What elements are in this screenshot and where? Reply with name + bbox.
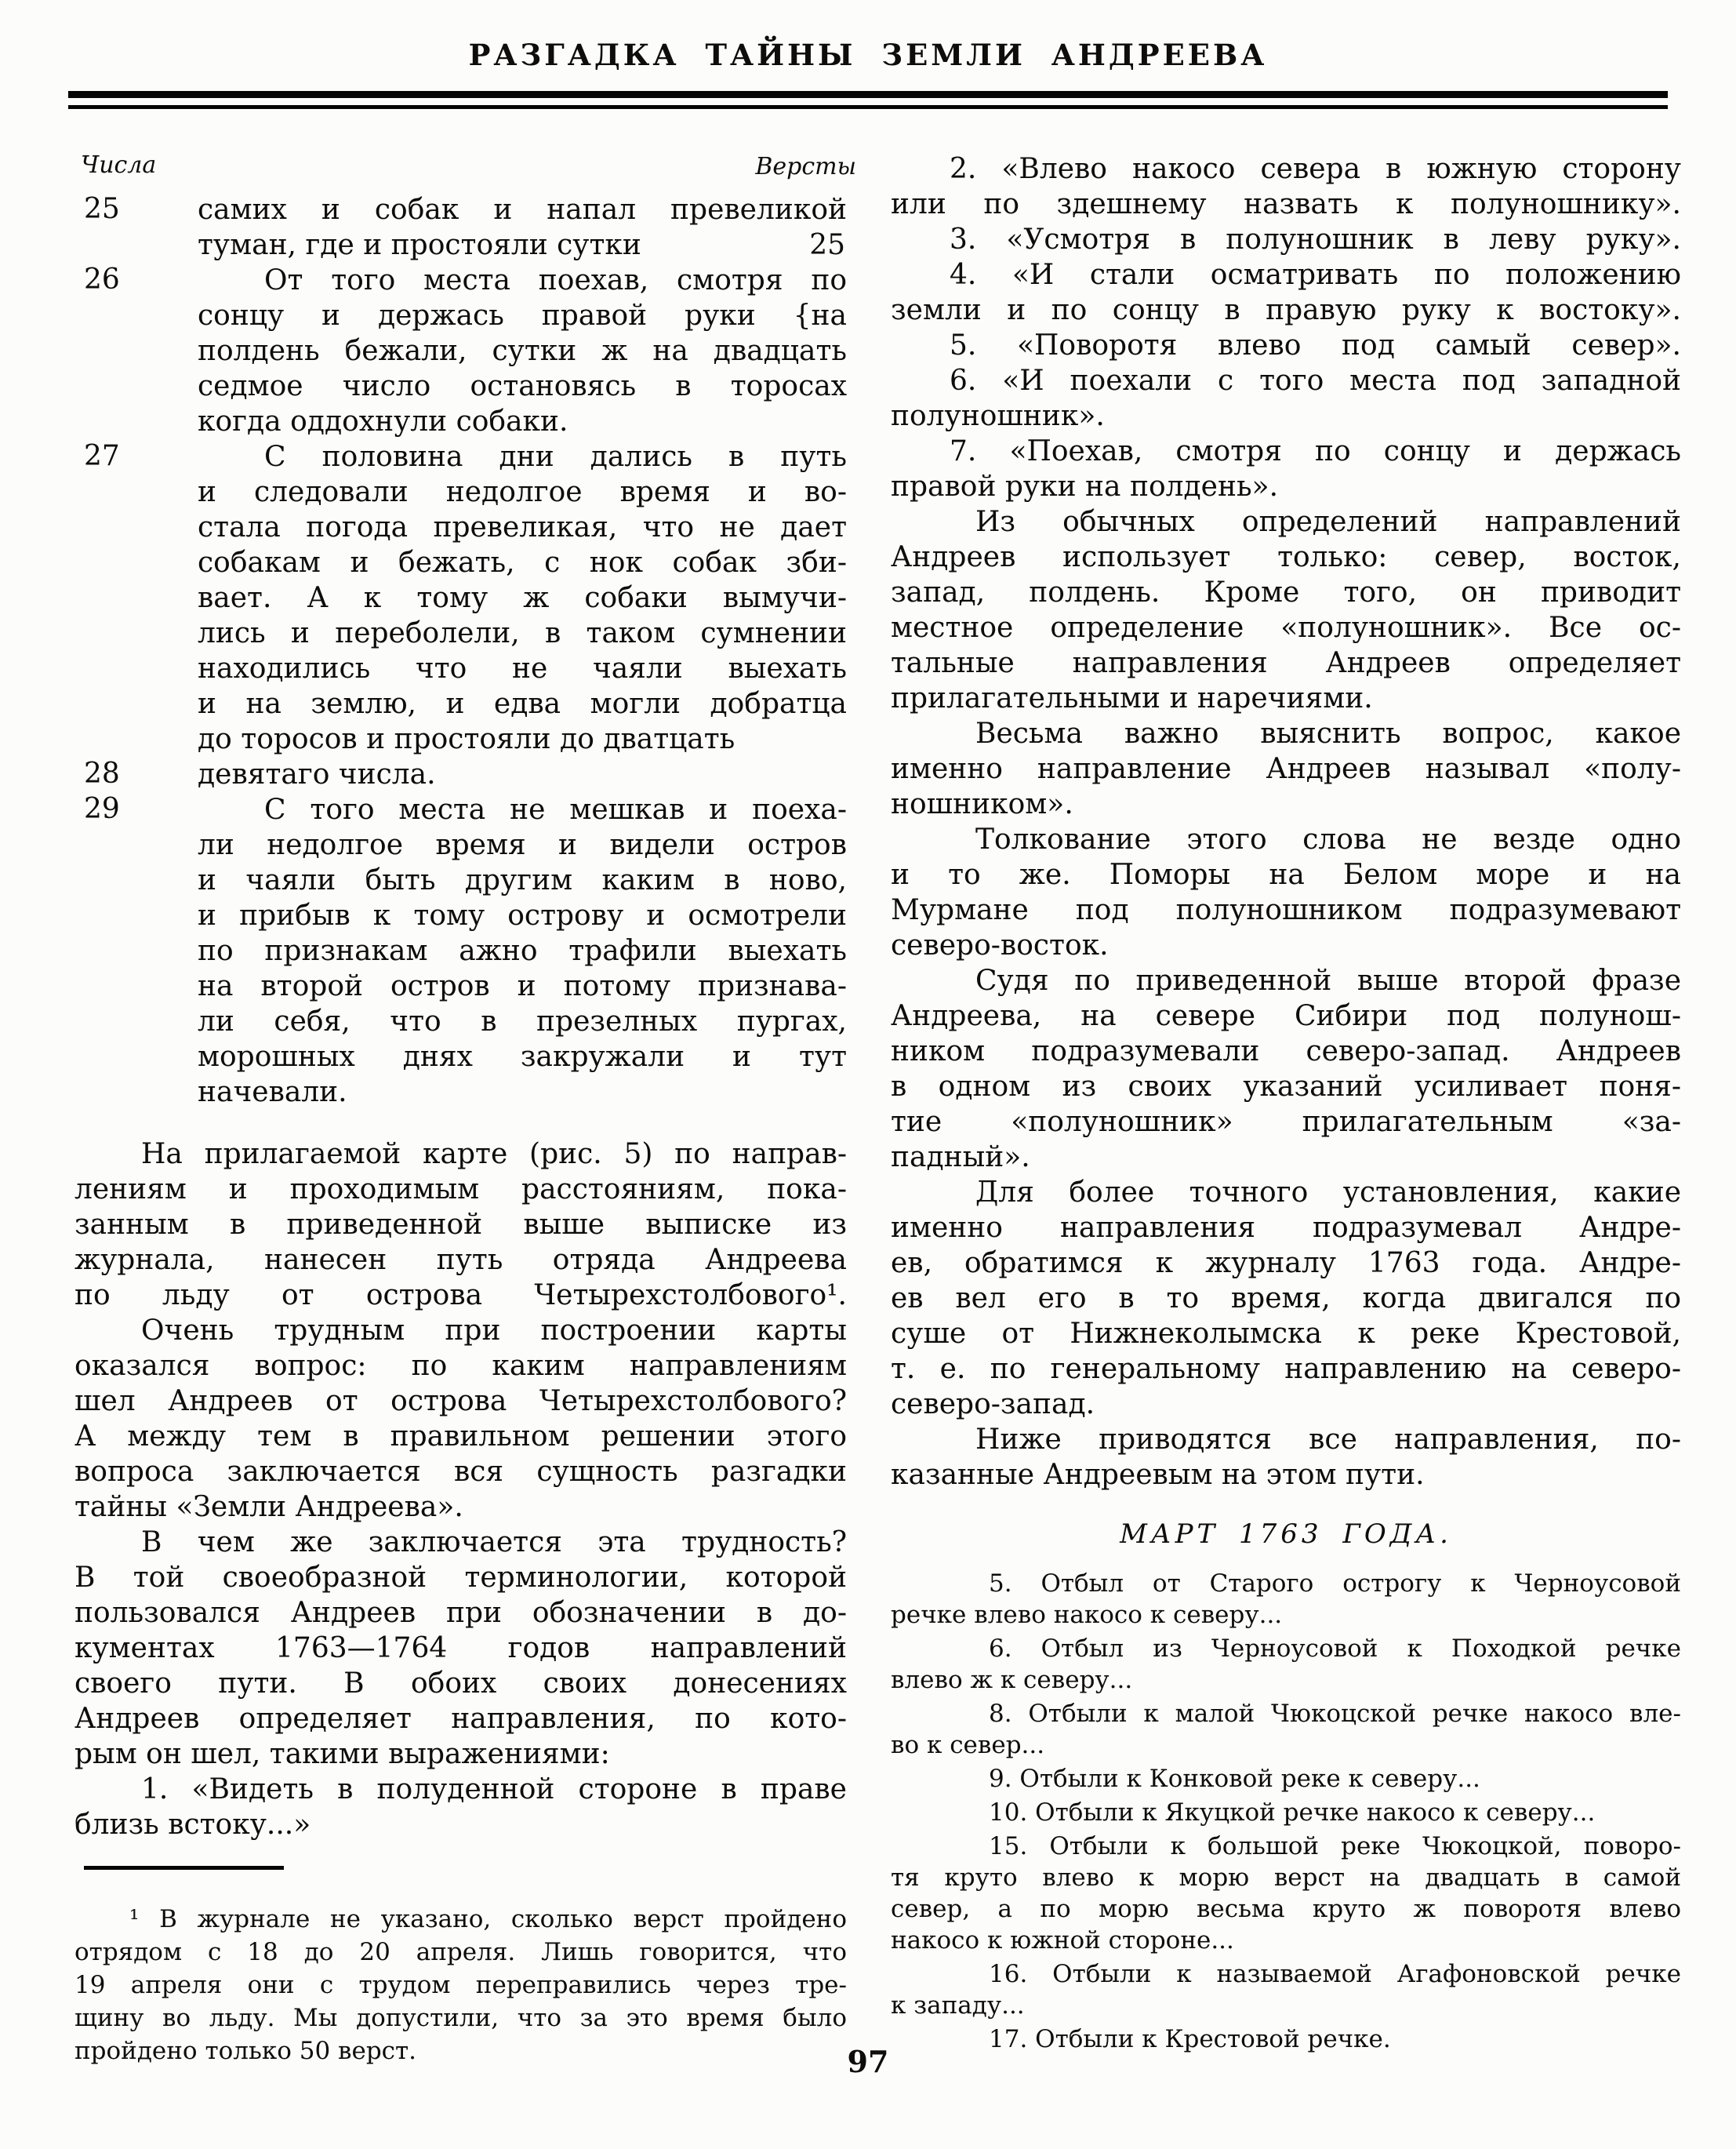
text-line: ев, обратимся к журналу 1763 года. Андре-	[891, 1247, 1681, 1279]
text-line: Судя по приведенной выше второй фразе	[975, 965, 1681, 997]
text-line: туман, где и простояли сутки	[198, 229, 641, 261]
running-title: РАЗГАДКА ТАЙНЫ ЗЕМЛИ АНДРЕЕВА	[468, 38, 1268, 72]
text-line: речке влево накосо к северу...	[891, 1601, 1283, 1629]
text-line: отрядом с 18 до 20 апреля. Лишь говорится, что	[74, 1938, 847, 1966]
entry-date: 25	[84, 193, 120, 225]
versts-value: 25	[809, 229, 845, 261]
text-line: сонцу и держась правой руки {на	[198, 300, 847, 332]
text-line: во к север...	[891, 1731, 1045, 1759]
text-line: От того места поехав, смотря по	[264, 264, 847, 296]
entry-date: 27	[84, 440, 120, 472]
text-line: и то же. Поморы на Белом море и на	[891, 859, 1681, 891]
text-line: С того места не мешкав и поеха-	[264, 794, 847, 826]
text-line: 6. «И поехали с того места под западной	[950, 365, 1681, 397]
text-line: Весьма важно выяснить вопрос, какое	[975, 718, 1681, 750]
text-line: стала погода превеликая, что не дает	[198, 511, 847, 544]
entry-lines	[198, 439, 847, 757]
text-line: лениям и проходимым расстояниям, пока-	[74, 1173, 847, 1205]
body-paragraph	[74, 1136, 847, 1313]
body-paragraph	[891, 963, 1681, 1175]
entry-lines	[198, 263, 847, 439]
text-line: ношником».	[891, 788, 1073, 820]
text-line: Андреева, на севере Сибири под полунош-	[891, 1000, 1681, 1032]
text-line: Андреев использует только: север, восток,	[891, 541, 1681, 573]
march-item-17	[891, 2024, 1681, 2055]
text-line: правой руки на полдень».	[891, 471, 1279, 503]
text-line: 10. Отбыли к Якуцкой речке накосо к северу...	[989, 1798, 1596, 1827]
text-line: ев вел его в то время, когда двигался по	[891, 1282, 1681, 1314]
text-line: шел Андреев от острова Четырехстолбового?	[74, 1385, 847, 1417]
entry-date: 29	[84, 793, 120, 825]
text-line: в одном из своих указаний усиливает поня-	[891, 1071, 1681, 1103]
body-paragraph	[891, 716, 1681, 822]
text-line: оказался вопрос: по каким направлениям	[74, 1350, 847, 1382]
journal-entry-27	[74, 439, 847, 757]
text-line: своего пути. В обоих своих донесениях	[74, 1667, 847, 1700]
text-line: 19 апреля они с трудом переправились через тре-	[74, 1971, 847, 1999]
text-line: занным в приведенной выше выписке из	[74, 1209, 847, 1241]
col-header-dates: Числа	[81, 151, 157, 179]
entry-lines	[198, 192, 847, 263]
col-header-versts: Версты	[755, 153, 856, 180]
text-line: земли и по сонцу в правую руку к востоку».	[891, 294, 1681, 326]
text-line: и следовали недолгое время и во-	[198, 476, 847, 508]
text-line: запад, полдень. Кроме того, он приводит	[891, 576, 1681, 609]
text-line: полдень бежали, сутки ж на двадцать	[198, 335, 847, 367]
text-line: тальные направления Андреев определяет	[891, 647, 1681, 679]
text-line: 5. «Поворотя влево под самый север».	[950, 329, 1681, 362]
text-line: Для более точного установления, какие	[975, 1176, 1681, 1209]
text-line: 1. «Видеть в полуденной стороне в праве	[141, 1773, 847, 1805]
text-line: седмое число остановясь в торосах	[198, 370, 847, 402]
text-line: по признакам ажно трафили выехать	[198, 935, 847, 967]
text-line: когда оддохнули собаки.	[198, 405, 568, 438]
body-paragraph	[891, 1422, 1681, 1493]
text-line: 6. Отбыл из Черноусовой к Походкой речке	[989, 1634, 1681, 1663]
text-line: 3. «Усмотря в полуношник в леву руку».	[950, 224, 1681, 256]
text-line: На прилагаемой карте (рис. 5) по направ-	[141, 1138, 847, 1170]
body-paragraph	[891, 1175, 1681, 1422]
march-section-heading: МАРТ 1763 ГОДА.	[1120, 1518, 1452, 1550]
text-line: вает. А к тому ж собаки вымучи-	[198, 582, 847, 614]
journal-entry-25	[74, 192, 847, 263]
text-line: Толкование этого слова не везде одно	[975, 824, 1681, 856]
text-line: девятаго числа.	[198, 758, 436, 791]
header-rule-thin	[68, 105, 1668, 109]
entry-date: 28	[84, 758, 120, 790]
text-line: тайны «Земли Андреева».	[74, 1491, 463, 1523]
body-paragraph	[891, 504, 1681, 716]
body-paragraph	[74, 1313, 847, 1525]
march-item-15	[891, 1831, 1681, 1956]
text-line: северо-запад.	[891, 1388, 1095, 1420]
left-column	[74, 151, 856, 2067]
footnote-text	[74, 1903, 847, 2067]
text-line: накосо к южной стороне...	[891, 1926, 1234, 1954]
text-line: 8. Отбыли к малой Чюкоцской речке накосо вле-	[989, 1700, 1681, 1728]
text-line: самих и собак и напал превеликой	[198, 194, 847, 226]
footnote-separator	[84, 1866, 284, 1870]
text-line: и чаяли быть другим каким в ново,	[198, 864, 847, 896]
footnote	[74, 1866, 847, 2067]
text-line: местное определение «полуношник». Все ос-	[891, 612, 1681, 644]
text-line: 2. «Влево накосо севера в южную сторону	[950, 153, 1681, 185]
quote-paragraph-5	[891, 328, 1681, 363]
text-line: ли недолгое время и видели остров	[198, 829, 847, 861]
text-line: пользовался Андреев при обозначении в до-	[74, 1597, 847, 1629]
text-line: северо-восток.	[891, 929, 1109, 962]
body-paragraph	[74, 1525, 847, 1772]
text-line: 16. Отбыли к называемой Агафоновской речке	[989, 1960, 1681, 1988]
text-line: к западу...	[891, 1991, 1025, 2020]
text-line: В чем же заключается эта трудность?	[141, 1526, 847, 1558]
text-line: находились что не чаяли выехать	[198, 653, 847, 685]
text-line: суше от Нижнеколымска к реке Крестовой,	[891, 1318, 1681, 1350]
text-line: влево ж к северу...	[891, 1666, 1133, 1694]
text-line: С половина дни дались в путь	[264, 441, 847, 473]
journal-entry-28	[74, 757, 847, 792]
text-line: север, а по морю весьма круто ж поворотя влево	[891, 1895, 1681, 1923]
text-line: прилагательными и наречиями.	[891, 682, 1373, 715]
entry-lines	[198, 757, 847, 792]
text-line: казанные Андреевым на этом пути.	[891, 1459, 1425, 1491]
text-line: щину во льду. Мы допустили, что за это время было	[74, 2004, 847, 2032]
text-line: В той своеобразной терминологии, которой	[74, 1562, 847, 1594]
header-rule-thick	[68, 91, 1668, 98]
quote-paragraph-6	[891, 363, 1681, 434]
text-line: до торосов и простояли до дватцать	[198, 723, 735, 755]
text-line: т. е. по генеральному направлению на северо-	[891, 1353, 1681, 1385]
text-line: по льду от острова Четырехстолбового¹.	[74, 1279, 847, 1311]
journal-table-header	[74, 151, 856, 192]
text-line: и прибыв к тому острову и осмотрели	[198, 900, 847, 932]
march-item-10	[891, 1797, 1681, 1828]
quote-paragraph-4	[891, 257, 1681, 328]
left-body-text	[74, 1136, 847, 1842]
text-line: 15. Отбыли к большой реке Чюкоцкой, поворо-	[989, 1832, 1681, 1860]
text-line: тя круто влево к морю верст на двадцать в самой	[891, 1864, 1681, 1892]
entry-lines	[198, 792, 847, 1110]
text-line: и на землю, и едва могли добратца	[198, 688, 847, 720]
text-line: рым он шел, такими выражениями:	[74, 1738, 610, 1770]
text-line: А между тем в правильном решении этого	[74, 1420, 847, 1453]
text-line: вопроса заключается вся сущность разгадки	[74, 1456, 847, 1488]
march-item-8	[891, 1698, 1681, 1761]
text-line: полуношник».	[891, 400, 1105, 432]
quote-paragraph-1	[74, 1772, 847, 1842]
page-number: 97	[847, 2044, 889, 2079]
text-line: Андреев определяет направления, по кото-	[74, 1703, 847, 1735]
text-line: Из обычных определений направлений	[975, 506, 1681, 538]
columns	[74, 151, 1736, 2067]
text-line: близь встоку...»	[74, 1809, 311, 1841]
text-line: 4. «И стали осматривать по положению	[950, 259, 1681, 291]
entry-date: 26	[84, 264, 120, 296]
quote-paragraph-2	[891, 151, 1681, 222]
text-line: именно направления подразумевал Андре-	[891, 1212, 1681, 1244]
text-line: Мурмане под полуношником подразумевают	[891, 894, 1681, 926]
text-line: 7. «Поехав, смотря по сонцу и держась	[950, 435, 1681, 467]
march-item-9	[891, 1763, 1681, 1794]
journal-entry-26	[74, 263, 847, 439]
text-line: начевали.	[198, 1076, 347, 1108]
body-paragraph	[891, 822, 1681, 963]
text-line: ником подразумевали северо-запад. Андреев	[891, 1035, 1681, 1067]
text-line: ли себя, что в презелных пургах,	[198, 1005, 847, 1038]
text-line: на второй остров и потому признава-	[198, 970, 847, 1002]
right-column	[891, 151, 1681, 2057]
text-line: 17. Отбыли к Крестовой речке.	[989, 2025, 1391, 2053]
text-line: собакам и бежать, с нок собак зби-	[198, 547, 847, 579]
text-line: Очень трудным при построении карты	[141, 1314, 847, 1347]
text-line: падный».	[891, 1141, 1030, 1173]
quote-paragraph-3	[891, 222, 1681, 257]
text-line: пройдено только 50 верст.	[74, 2037, 417, 2065]
text-line: тие «полуношник» прилагательным «за-	[891, 1106, 1681, 1138]
text-line: кументах 1763—1764 годов направлений	[74, 1632, 847, 1664]
text-line: ¹ В журнале не указано, сколько верст пройдено	[129, 1905, 847, 1933]
text-line: или по здешнему назвать к полуношнику».	[891, 188, 1681, 220]
quote-paragraph-7	[891, 434, 1681, 504]
march-item-16	[891, 1958, 1681, 2021]
text-line: 9. Отбыли к Конковой реке к северу...	[989, 1765, 1480, 1793]
text-line: Ниже приводятся все направления, по-	[975, 1424, 1681, 1456]
text-line: морошных днях закружали и тут	[198, 1041, 847, 1073]
text-line: 5. Отбыл от Старого острогу к Черноусовой	[989, 1569, 1681, 1598]
march-item-5	[891, 1568, 1681, 1631]
text-line: журнала, нанесен путь отряда Андреева	[74, 1244, 847, 1276]
march-item-6	[891, 1633, 1681, 1696]
text-line: именно направление Андреев называл «полу-	[891, 753, 1681, 785]
text-line: лись и переболели, в таком сумнении	[198, 617, 847, 649]
journal-entry-29	[74, 792, 847, 1110]
